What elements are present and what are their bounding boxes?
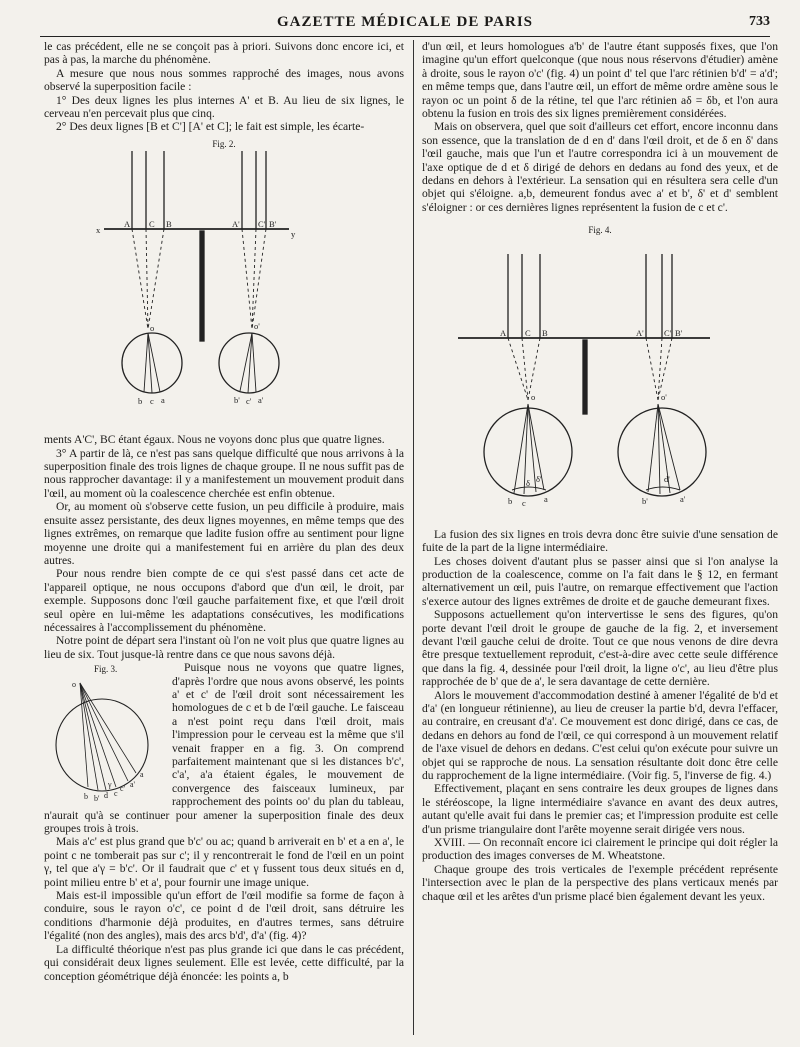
fig4-label-d2: d' [664,473,670,484]
fig3-label-b2: b' [94,793,100,803]
fig2-label-b: b [138,396,143,407]
fig2-label-a: a [161,395,165,406]
paragraph: 3° A partir de là, ce n'est pas sans quelque difficulté que nous arrivons à la superposition finale des trois lignes de chaque groupe. Il ne nous suffit pas de nous rapprocher davantage: il y a manifestement un mouvement produit dans l'œil, au moment où la coalescence cherchée est enfin obtenue. [44,446,404,500]
figure-3 [44,677,160,805]
fig2-label-y: y [291,229,296,240]
fig3-caption: Fig. 3. [94,664,118,675]
fig4-label-a: a [544,493,548,504]
paragraph: Alors le mouvement d'accommodation destiné à amener l'égalité de b'd et d'a' (en longueur rétinienne), au lieu de creuser la partie b'd, devra l'effacer, au contraire, en creusant d'a'. Ce mouvement est donc dirigé, dans ce cas, de dedans en dehors au fond de l'œil, ce qui correspond à un mouvement relatif de l'axe visuel de dehors en dedans. C'est celui qu'on exécute pour suivre un objet qui se rapproche de nous. La sensation résultante doit donc être celle du rapprochement de la ligne intermédiaire. (Voir fig. 5, l'inverse de fig. 4.) [422,688,778,782]
fig2-label-b2: b' [234,395,240,406]
fig2-label-B: B [166,219,172,230]
left-column [44,40,404,983]
fig2-caption: Fig. 2. [212,138,236,149]
fig4-label-A2: A' [636,327,644,338]
fig4-label-a2: a' [680,493,686,504]
fig3-label-d: d [104,790,108,800]
fig4-label-C: C [525,327,531,338]
fig4-label-b2: b' [642,495,648,506]
fig4-label-C2: C' [664,327,672,338]
fig4-label-delta2: δ' [536,473,542,484]
fig3-label-a2: a' [130,779,135,789]
fig2-label-C2: C' [258,219,266,230]
paragraph: Puisque nous ne voyons que quatre lignes, d'après l'ordre que nous avons observé, les points a' et c' de l'œil droit sont nécessairement les homologues de c et b de l'œil gauche. Le faisceau a n'est point reçu dans l'œil droit, mais l'impression pour le cerveau est la même que s'il venait frapper en a fig. 3. On comprend parfaitement maintenant que si les distances b'c', c'a', a'a étaient égales, le mouvement de convergence des faisceaux lumineux, par rapprochement des points oo' du plan du tableau, n'aurait qu'à se continuer pour amener la superposition finale des deux groupes trois à trois. [44,661,404,836]
fig4-caption: Fig. 4. [588,225,612,236]
fig2-label-o: o [150,323,155,334]
fig3-label-o: o [72,679,76,689]
fig2-label-C: C [149,219,155,230]
fig2-label-A2: A' [232,219,240,230]
fig4-label-B: B [542,327,548,338]
fig4-label-c: c [522,497,526,508]
paragraph: Notre point de départ sera l'instant où l'on ne voit plus que quatre lignes au lieu de six. Tout jusque-là rentre dans ce que nous savons déjà. [44,634,404,661]
fig2-label-c2: c' [246,396,252,407]
fig4-label-A: A [500,327,507,338]
paragraph: 2° Des deux lignes [B et C'] [A' et C]; le fait est simple, les écarte- [56,120,365,134]
fig2-label-A: A [124,219,131,230]
fig4-label-o: o [531,391,536,402]
fig3-label-c2: c' [120,783,125,793]
fig2-label-B2: B' [269,219,277,230]
paragraph: Effectivement, plaçant en sens contraire les deux groupes de lignes dans le stéréoscope, la ligne intermédiaire s'avance en avant des deux autres, autant qu'elle avait fui dans le premier cas; et l'impression produite est celle d'un prisme triangulaire dont l'arête moyenne serait dirigée vers nous. [422,782,778,836]
fig3-label-a: a [140,769,144,779]
figure-4 [450,238,750,528]
paragraph: le cas précédent, elle ne se conçoit pas à priori. Suivons donc encore ici, et pas à pas, la marche du phénomène. [44,40,404,67]
paragraph: Mais est-il impossible qu'un effort de l'œil modifie sa forme de façon à conduire, sous le rayon o'c', ce point d de l'œil droit, sans détruire les conditions d'harmonie déjà produites, en d'autres termes, sans détruire l'égalité (non des angles), mais des arcs b'd', d'a' (fig. 4)? [44,889,404,943]
paragraph: Les choses doivent d'autant plus se passer ainsi que si l'on analyse la production de la coalescence, comme on l'a fait dans le § 12, en fermant alternativement un œil, puis l'autre, on remarque effectivement que l'action s'exerce autour des lignes extrêmes de droite et de gauche demeurant fixes. [422,554,778,608]
paragraph: La difficulté théorique n'est pas plus grande ici que dans le cas précédent, qui considérait deux lignes seulement. Elle est levée, cette difficulté, par la conception géométrique déjà énoncée: les points a, b [44,942,404,983]
fig3-label-c: c [114,788,118,798]
paragraph: A mesure que nous nous sommes rapproché des images, nous avons observé la superposition facile : [44,66,404,94]
page-header [40,12,770,37]
paragraph: Supposons actuellement qu'on intervertisse le sens des figures, qu'on porte devant l'œil droit le groupe de gauche de la fig. 2, et inversement devant l'œil gauche celui de droite. Tout ce que nous venons de dire devra être presque textuellement reproduit, c'est-à-dire avec cette seule différence que dans la fig. 4, dessinée pour l'œil droit, la ligne o'c', au lieu d'être plus rapprochée de b' que de a', le sera davantage de cette dernière. [422,608,778,689]
paragraph: Or, au moment où s'observe cette fusion, un peu difficile à produire, mais ensuite assez persistante, des deux lignes moyennes, en même temps que des lignes extrêmes, on remarque que ladite fusion offre au sentiment pour ligne moyenne une droite qui a manifestement fui en arrière du plan des deux autres. [44,500,404,567]
fig3-label-gamma: γ [108,779,112,789]
fig2-label-c: c [150,396,154,407]
fig4-label-B2: B' [675,327,683,338]
paragraph: 1° Des deux lignes les plus internes A' et B. Au lieu de six lignes, le cerveau n'en percevait plus que cinq. [44,93,404,121]
fig2-label-a2: a' [258,395,264,406]
paragraph: Pour nous rendre bien compte de ce qui s'est passé dans cet acte de l'appareil optique, ne nous occupons d'abord que d'un œil, le droit, par exemple. Supposons donc l'œil gauche parfaitement fixe, et que l'œil droit seul opère en lui-même les adaptations consécutives, les modifications nécessaires à l'accomplissement du phénomène. [44,567,404,634]
figure-2 [94,151,354,433]
column-divider [413,40,414,1035]
journal-title: GAZETTE MÉDICALE DE PARIS [276,14,533,30]
paragraph: ments A'C', BC étant égaux. Nous ne voyons donc plus que quatre lignes. [44,433,385,447]
fig2-label-o2: o' [254,321,260,332]
fig4-label-delta: δ [526,477,531,488]
paragraph: Mais on observera, quel que soit d'ailleurs cet effort, encore inconnu dans son essence, que la translation de d en d' dans l'œil droit, et de δ en δ' dans l'œil gauche, mais que l'un et l'autre correspondra ici à un mouvement de l'axe optique de d et δ dirigé de dehors en dedans au fond des yeux, et de dedans en dehors à l'extérieur. La sensation qui en résultera sera celle d'un objet qui s'éloigne. a,b, demeurent fondus avec a' et b', δ' et d' semblent s'éloigner : or ces dernières lignes représentent la fusion de c et c'. [422,120,778,214]
page-number: 733 [749,14,770,29]
fig4-label-o2: o' [661,391,667,402]
section-xviii: XVIII. — On reconnaît encore ici clairement le principe qui doit régler la production des images converses de M. Wheatstone. [422,836,778,863]
fig4-label-b: b [508,495,513,506]
paragraph: Mais a'c' est plus grand que b'c' ou ac; quand b arriverait en b' et a en a', le point c ne tomberait pas sur c'; il y rencontrerait le fond de l'œil en un point γ, tel que a'γ = b'c'. Or il faudrait que c' et γ fussent tous deux situés en d, point milieu entre b' et a', pour fournir une image unique. [44,835,404,889]
paragraph: La fusion des six lignes en trois devra donc être suivie d'une sensation de fuite de la part de la ligne intermédiaire. [422,527,778,555]
paragraph: Chaque groupe des trois verticales de l'exemple précédent représente l'intersection avec le plan de la perspective des plans verticaux menés par chaque œil et les arêtes d'un prisme placé bien également devant les yeux. [422,862,778,903]
right-column [422,40,778,903]
fig2-label-x: x [96,225,101,236]
fig3-label-b: b [84,791,88,801]
figure-3-wrap [44,663,164,808]
paragraph: d'un œil, et leurs homologues a'b' de l'autre étant supposés fixes, que l'on imagine qu'un effort quelconque (que nous nous réservons d'étudier) amène à droite, sous le rayon o'c' (fig. 4) un point d' tel que l'arc rétinien b'd' = a'd'; en même temps que, dans l'autre œil, un effort de même ordre amène sous le rayon oc un point δ de la rétine, tel que l'arc rétinien aδ = δb, et l'on aura obtenu la fusion en trois des six lignes premièrement considérées. [422,40,779,121]
